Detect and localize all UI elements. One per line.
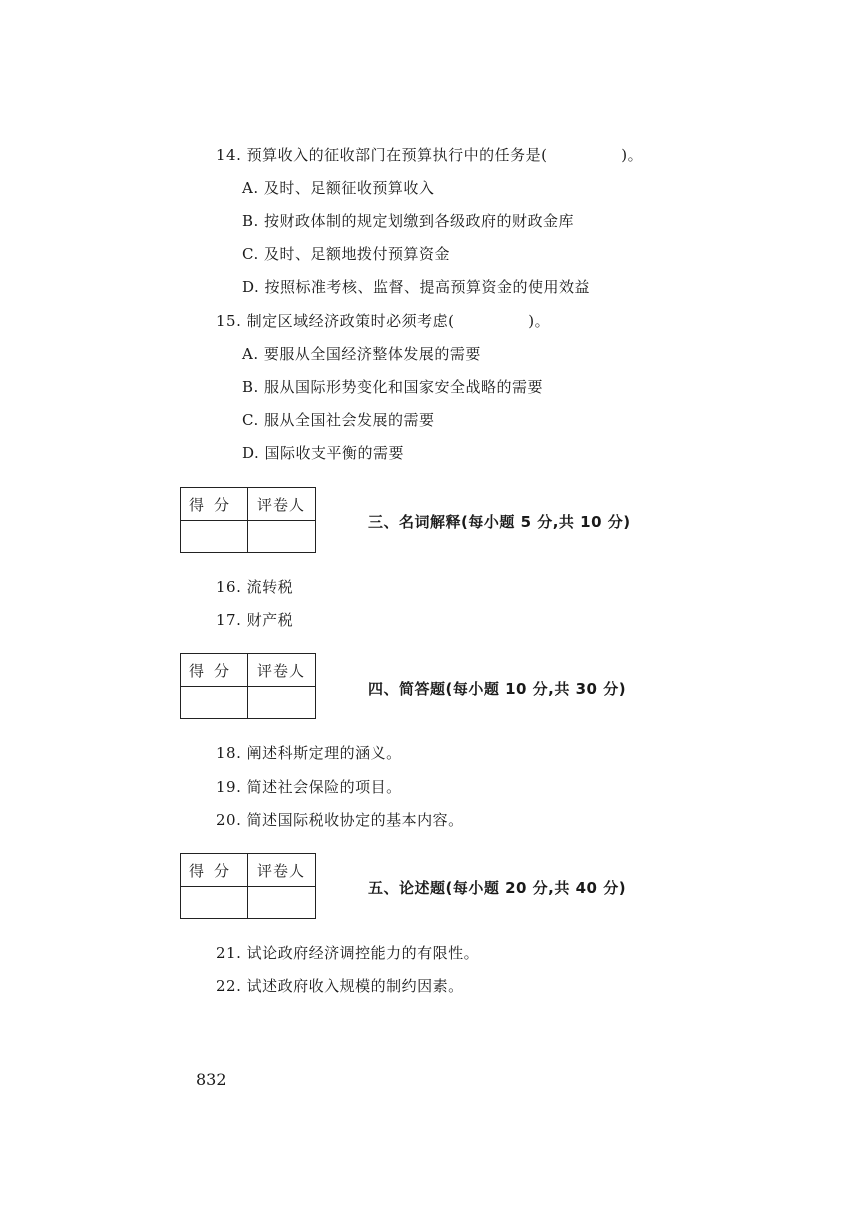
section-5-title: 五、论述题(每小题 20 分,共 40 分) [368,879,627,897]
question-14-option-c: C. 及时、足额地拨付预算资金 [242,245,450,263]
page-number: 832 [196,1070,227,1089]
grader-header: 评卷人 [257,662,306,680]
score-header: 得分 [189,496,240,514]
section-4-title: 四、简答题(每小题 10 分,共 30 分) [368,680,627,698]
score-header: 得分 [189,862,240,880]
question-18: 18. 阐述科斯定理的涵义。 [216,744,402,762]
grader-header: 评卷人 [257,496,306,514]
question-14-option-a: A. 及时、足额征收预算收入 [242,179,435,197]
score-table-section-5 [180,853,316,919]
grader-header: 评卷人 [257,862,306,880]
question-19: 19. 简述社会保险的项目。 [216,778,402,796]
question-15-option-d: D. 国际收支平衡的需要 [242,444,405,462]
question-15-option-b: B. 服从国际形势变化和国家安全战略的需要 [242,378,544,396]
question-14-stem: 14. 预算收入的征收部门在预算执行中的任务是( )。 [216,146,644,164]
question-15-option-c: C. 服从全国社会发展的需要 [242,411,435,429]
score-table-section-3 [180,487,316,553]
question-16: 16. 流转税 [216,578,294,596]
question-17: 17. 财产税 [216,611,294,629]
question-14-option-d: D. 按照标准考核、监督、提高预算资金的使用效益 [242,278,591,296]
section-3-title: 三、名词解释(每小题 5 分,共 10 分) [368,513,631,531]
score-header: 得分 [189,662,240,680]
score-table-section-4 [180,653,316,719]
question-15-stem: 15. 制定区域经济政策时必须考虑( )。 [216,312,551,330]
question-21: 21. 试论政府经济调控能力的有限性。 [216,944,480,962]
question-20: 20. 简述国际税收协定的基本内容。 [216,811,464,829]
question-22: 22. 试述政府收入规模的制约因素。 [216,977,464,995]
question-15-option-a: A. 要服从全国经济整体发展的需要 [242,345,481,363]
question-14-option-b: B. 按财政体制的规定划缴到各级政府的财政金库 [242,212,575,230]
